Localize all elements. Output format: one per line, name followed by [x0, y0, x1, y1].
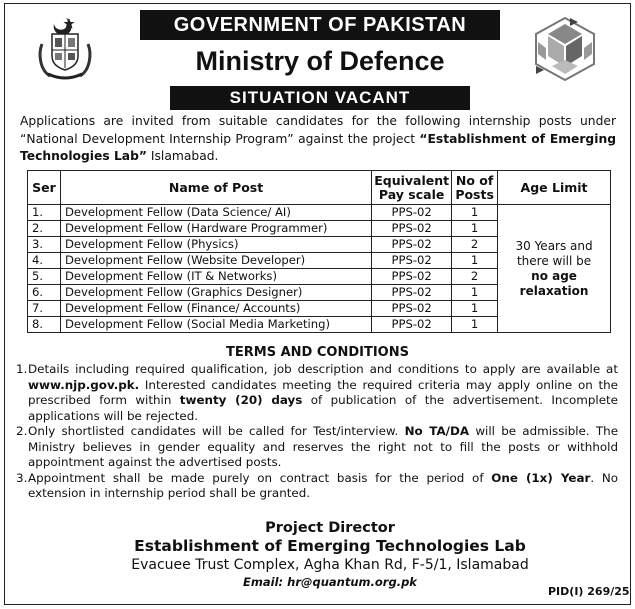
- header-pay-scale: Equivalent Pay scale: [372, 171, 452, 205]
- ser-cell: 7.: [28, 301, 61, 317]
- count-cell: 1: [452, 221, 498, 237]
- age-limit-cell: 30 Years and there will be no age relaxation: [498, 205, 611, 333]
- pay-cell: PPS-02: [372, 205, 452, 221]
- website-link[interactable]: www.njp.gov.pk.: [28, 377, 140, 392]
- count-cell: 1: [452, 253, 498, 269]
- count-cell: 1: [452, 285, 498, 301]
- pay-cell: PPS-02: [372, 221, 452, 237]
- ser-cell: 5.: [28, 269, 61, 285]
- post-cell: Development Fellow (Graphics Designer): [60, 285, 371, 301]
- header-age-limit: Age Limit: [498, 171, 611, 205]
- post-cell: Development Fellow (Physics): [60, 237, 371, 253]
- ministry-title: Ministry of Defence: [195, 46, 445, 76]
- ser-cell: 3.: [28, 237, 61, 253]
- count-cell: 2: [452, 269, 498, 285]
- state-emblem-icon: [36, 14, 94, 84]
- post-cell: Development Fellow (Data Science/ AI): [60, 205, 371, 221]
- emerging-tech-lab-logo-icon: [528, 14, 602, 84]
- situation-vacant-banner: SITUATION VACANT: [170, 86, 470, 110]
- pay-cell: PPS-02: [372, 285, 452, 301]
- term-item: 3. Appointment shall be made purely on contract basis for the period of One (1x) Year. No extension in internship period shall be granted.: [16, 470, 618, 500]
- count-cell: 1: [452, 205, 498, 221]
- table-row: [28, 205, 611, 221]
- header-post: Name of Post: [60, 171, 371, 205]
- email-link[interactable]: hr@quantum.org.pk: [287, 575, 417, 589]
- term-item: 1. Details including required qualification, job description and conditions to apply are available at www.njp.gov.pk. Interested candidates meeting the required criteria may apply online on the prescribed form within twenty (20) days of publication of the advertisement. Incomplete applications will be rejected.: [16, 362, 618, 423]
- term-item: 2. Only shortlisted candidates will be called for Test/interview. No TA/DA will be admissible. The Ministry believes in gender equality and reserves the right not to fill the posts or withhold appointment against the advertised posts.: [16, 424, 619, 469]
- project-name: “Establishment of Emerging Technologies Lab”: [20, 131, 617, 163]
- post-cell: Development Fellow (Website Developer): [60, 253, 371, 269]
- signatory-organisation: Establishment of Emerging Technologies Lab: [134, 537, 526, 555]
- ser-cell: 4.: [28, 253, 61, 269]
- pay-cell: PPS-02: [372, 301, 452, 317]
- posts-table: [27, 170, 611, 333]
- signatory-designation: Project Director: [265, 520, 395, 536]
- post-cell: Development Fellow (IT & Networks): [60, 269, 371, 285]
- contact-address: Evacuee Trust Complex, Agha Khan Rd, F-5/1, Islamabad: [131, 557, 529, 573]
- count-cell: 2: [452, 237, 498, 253]
- intro-paragraph: Applications are invited from suitable candidates for the following internship posts under “National Development Internship Program” against the project “Establishment of Emerging Technologies Lab” Islamabad.: [20, 114, 617, 163]
- pay-cell: PPS-02: [372, 253, 452, 269]
- ser-cell: 1.: [28, 205, 61, 221]
- pay-cell: PPS-02: [372, 317, 452, 333]
- post-cell: Development Fellow (Hardware Programmer): [60, 221, 371, 237]
- pid-number: PID(I) 269/25: [548, 585, 630, 598]
- count-cell: 1: [452, 317, 498, 333]
- terms-list: [16, 362, 618, 502]
- contact-email-line: Email: hr@quantum.org.pk: [243, 575, 417, 589]
- government-title: GOVERNMENT OF PAKISTAN: [140, 10, 500, 40]
- post-cell: Development Fellow (Social Media Marketing): [60, 317, 371, 333]
- terms-heading: TERMS AND CONDITIONS: [226, 345, 409, 360]
- ser-cell: 8.: [28, 317, 61, 333]
- pay-cell: PPS-02: [372, 269, 452, 285]
- count-cell: 1: [452, 301, 498, 317]
- table-header-row: [28, 171, 611, 205]
- header-no-of-posts: No of Posts: [452, 171, 498, 205]
- ser-cell: 6.: [28, 285, 61, 301]
- pay-cell: PPS-02: [372, 237, 452, 253]
- post-cell: Development Fellow (Finance/ Accounts): [60, 301, 371, 317]
- header-ser: Ser: [28, 171, 61, 205]
- ser-cell: 2.: [28, 221, 61, 237]
